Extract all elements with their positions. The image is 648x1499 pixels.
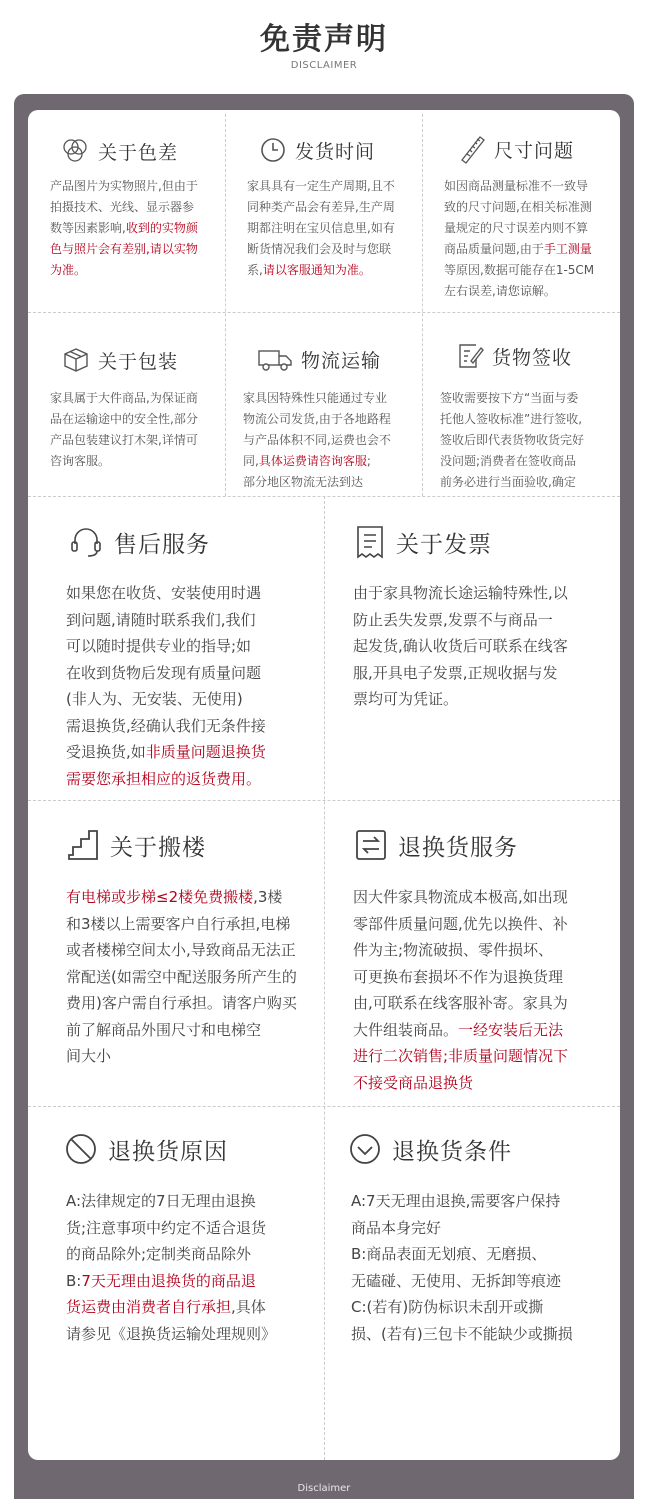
text-line [66,937,297,964]
text-line [351,1268,573,1295]
body-text: 服,开具电子发票,正规收据与发 [353,663,558,682]
text-line [351,1188,573,1215]
highlight-text: 手工测量 [543,242,592,256]
text-line [66,1241,276,1268]
text-line [50,176,198,197]
text-line [66,1294,276,1321]
body-text: 请参见《退换货运输处理规则》 [66,1324,277,1343]
highlight-text: 具体运费请咨询客服 [258,454,367,468]
body-text: 前了解商品外围尺寸和电梯空 [66,1020,262,1039]
text-line [50,239,198,260]
text-line [351,1321,573,1348]
body-text: 左右误差,请您谅解。 [444,284,556,298]
body-text: 大件组装商品。 [353,1020,459,1039]
body-text: 零部件质量问题,优先以换件、补 [353,914,568,933]
body-text: 同, [243,454,259,468]
body-text: 家具具有一定生产周期,且不 [247,179,395,193]
body-text: 物流公司发货,由于各地路程 [243,412,391,426]
body-text: 家具属于大件商品,为保证商 [50,391,198,405]
text-line [444,197,594,218]
text-line [243,388,391,409]
body-text: 可以随时提供专业的指导;如 [66,637,252,655]
text-line [50,260,198,281]
text-line [353,686,568,713]
page-title: 免责声明 [260,22,388,57]
body-text: 没问题;消费者在签收商品 [440,454,577,468]
text-line [444,239,594,260]
section-title: 尺寸问题 [494,139,575,162]
ruler-icon [458,134,486,164]
disclaimer-card [28,110,620,1460]
highlight-text: 需要您承担相应的返货费用。 [66,769,262,788]
text-line [444,176,594,197]
section-moving-upstairs [28,800,324,1106]
section-body [243,388,391,493]
body-text: 的商品除外;定制类商品除外 [66,1245,252,1263]
body-text: 拍摄技术、光线、显示器参 [50,200,195,214]
section-body [66,884,297,1070]
text-line [66,1188,276,1215]
body-text: 常配送(如需空中配送服务所产生的 [66,967,297,986]
section-body [66,1188,276,1347]
body-text: 期都注明在宝贝信息里,如有 [247,221,395,235]
body-text: 品在运输途中的安全性,部分 [50,412,198,426]
section-after-sales [28,496,324,800]
text-line [440,409,584,430]
section-packaging [28,312,225,496]
highlight-text: 收到的实物颜 [125,221,198,235]
body-text: 托他人签收标准”进行签收, [440,412,583,426]
body-text: 和3楼以上需要客户自行承担,电梯 [66,914,291,933]
package-box-icon [62,346,90,374]
body-text: 如因商品测量标准不一致导 [444,179,589,193]
text-line [50,388,198,409]
body-text: 因大件家具物流成本极高,如出现 [353,888,568,906]
body-text: C:(若有)防伪标识未刮开或撕 [351,1298,544,1316]
text-line [66,1215,276,1242]
body-text: 在收到货物后发现有质量问题 [66,663,262,682]
body-text: 咨询客服。 [50,454,111,468]
section-body [50,388,198,472]
section-body [444,176,594,302]
text-line [444,260,594,281]
body-text: 货;注意事项中约定不适合退货 [66,1218,267,1237]
body-text: 费用)客户需自行承担。请客户购买 [66,994,297,1012]
text-line [66,713,266,740]
section-return-reasons [28,1106,324,1460]
text-line [353,937,568,964]
section-title: 关于色差 [98,141,179,164]
section-body [50,176,198,281]
section-body [247,176,395,281]
text-line [66,990,297,1017]
section-title: 发货时间 [295,140,376,163]
body-text: 由,可联系在线客服补寄。家具为 [353,994,568,1012]
text-line [353,1017,568,1044]
delivery-truck-icon [257,347,293,373]
page-subtitle: DISCLAIMER [290,60,358,71]
body-text: 签收需要按下方“当面与委 [440,391,579,405]
text-line [247,239,395,260]
highlight-text: 货运费由消费者自行承担 [66,1298,232,1316]
text-line [66,739,266,766]
text-line [247,260,395,281]
check-circle-icon [348,1132,382,1166]
highlight-text: 非质量问题退换货 [145,743,266,761]
text-line [440,388,584,409]
prohibited-icon [64,1132,98,1166]
text-line [353,633,568,660]
text-line [50,430,198,451]
body-text: 断货情况我们会及时与您联 [247,242,392,256]
body-text: (非人为、无安装、无使用) [66,690,243,708]
body-text: 签收后即代表货物收货完好 [440,433,585,447]
text-line [353,964,568,991]
text-line [66,911,297,938]
text-line [353,884,568,911]
text-line [444,281,594,302]
text-line [243,472,391,493]
text-line [247,176,395,197]
highlight-text: 为准。 [50,263,87,277]
body-text: 或者楼梯空间太小,导致商品无法正 [66,941,296,959]
highlight-text: 进行二次销售;非质量问题情况下 [353,1047,569,1065]
section-title: 物流运输 [301,350,382,372]
body-text: 件为主;物流破损、零件损坏、 [353,941,554,959]
text-line [50,218,198,239]
section-body [353,580,568,713]
body-text: 数等因素影响, [50,221,126,235]
text-line [66,686,266,713]
body-text: 由于家具物流长途运输特殊性,以 [353,584,568,602]
text-line [66,884,297,911]
body-text: 受退换货,如 [66,743,146,761]
body-text: 商品本身完好 [351,1218,442,1237]
text-line [243,430,391,451]
body-text: 家具因特殊性只能通过专业 [243,391,388,405]
text-line [351,1215,573,1242]
body-text: 防止丢失发票,发票不与商品一 [353,610,553,629]
body-text: 无磕碰、无使用、无拆卸等痕迹 [351,1271,562,1290]
body-text: 量规定的尺寸误差内则不算 [444,221,589,235]
highlight-text: 色与照片会有差别,请以实物 [50,242,198,256]
section-title: 关于搬楼 [110,834,206,861]
body-text: B: [66,1271,82,1290]
body-text: 到问题,请随时联系我们,我们 [66,610,256,629]
body-text: 同种类产品会有差异,生产周 [247,200,395,214]
text-line [351,1241,573,1268]
text-line [353,1070,568,1097]
highlight-text: 请以客服通知为准。 [262,263,371,277]
text-line [247,197,395,218]
section-body [351,1188,573,1347]
body-text: ; [366,454,371,468]
text-line [440,451,584,472]
clock-icon [259,136,287,164]
text-line [50,451,198,472]
text-line [66,580,266,607]
body-text: 票均可为凭证。 [353,690,459,708]
section-size-issue [422,110,620,312]
text-line [66,633,266,660]
highlight-text: 有电梯或步梯≤2楼免费搬楼 [66,888,254,906]
section-invoice [324,496,620,800]
text-line [66,964,297,991]
text-line [353,607,568,634]
page-header [0,0,648,92]
text-line [353,990,568,1017]
text-line [243,451,391,472]
body-text: 前务必进行当面验收,确定 [440,475,576,489]
section-title: 货物签收 [492,346,573,369]
section-title: 退换货服务 [398,834,518,861]
body-text: A:法律规定的7日无理由退换 [66,1192,256,1210]
section-body [440,388,584,493]
section-color-difference [28,110,225,312]
text-line [66,1043,297,1070]
text-line [66,1268,276,1295]
text-line [440,430,584,451]
text-line [66,1017,297,1044]
section-body [353,884,568,1096]
text-line [353,911,568,938]
section-title: 关于发票 [396,531,492,558]
text-line [50,409,198,430]
text-line [353,660,568,687]
section-title: 关于包装 [98,350,179,373]
text-line [66,607,266,634]
text-line [247,218,395,239]
body-text: 损、(若有)三包卡不能缺少或撕损 [351,1324,573,1343]
text-line [50,197,198,218]
exchange-arrows-icon [354,828,388,862]
body-text: 可更换布套损坏不作为退换货理 [353,967,564,986]
body-text: B:商品表面无划痕、无磨损、 [351,1245,547,1263]
section-title: 退换货条件 [392,1138,512,1165]
body-text: 部分地区物流无法到达 [243,475,364,489]
body-text: ,3楼 [253,888,283,906]
text-line [351,1294,573,1321]
section-body [66,580,266,792]
section-receipt-signing [422,312,620,496]
color-circles-icon [60,136,90,166]
highlight-text: 7天无理由退换货的商品退 [81,1271,256,1290]
text-line [66,766,266,793]
invoice-receipt-icon [354,524,386,560]
body-text: 系, [247,263,263,277]
section-title: 退换货原因 [108,1138,228,1165]
body-text: ,具体 [231,1298,266,1316]
text-line [243,409,391,430]
text-line [353,1043,568,1070]
highlight-text: 不接受商品退换货 [353,1073,474,1092]
section-logistics [225,312,422,496]
body-text: 起发货,确认收货后可联系在线客 [353,637,568,655]
footer-label: Disclaimer [297,1483,351,1494]
body-text: 产品图片为实物照片,但由于 [50,179,198,193]
body-text: 致的尺寸问题,在相关标准测 [444,200,592,214]
text-line [353,580,568,607]
body-text: 商品质量问题,由于 [444,242,544,256]
text-line [440,472,584,493]
body-text: A:7天无理由退换,需要客户保持 [351,1192,561,1210]
body-text: 需退换货,经确认我们无条件接 [66,716,266,735]
section-return-conditions [324,1106,620,1460]
text-line [66,1321,276,1348]
body-text: 间大小 [66,1047,112,1065]
headset-icon [68,524,104,560]
highlight-text: 一经安装后无法 [458,1020,564,1039]
body-text: 与产品体积不同,运费也会不 [243,433,391,447]
stairs-icon [66,828,100,862]
body-text: 产品包装建议打木架,详情可 [50,433,198,447]
text-line [444,218,594,239]
body-text: 等原因,数据可能存在1-5CM [444,263,595,277]
section-shipping-time [225,110,422,312]
section-return-service [324,800,620,1106]
text-line [66,660,266,687]
sign-form-icon [456,342,484,370]
body-text: 如果您在收货、安装使用时遇 [66,584,262,602]
section-title: 售后服务 [114,531,210,558]
